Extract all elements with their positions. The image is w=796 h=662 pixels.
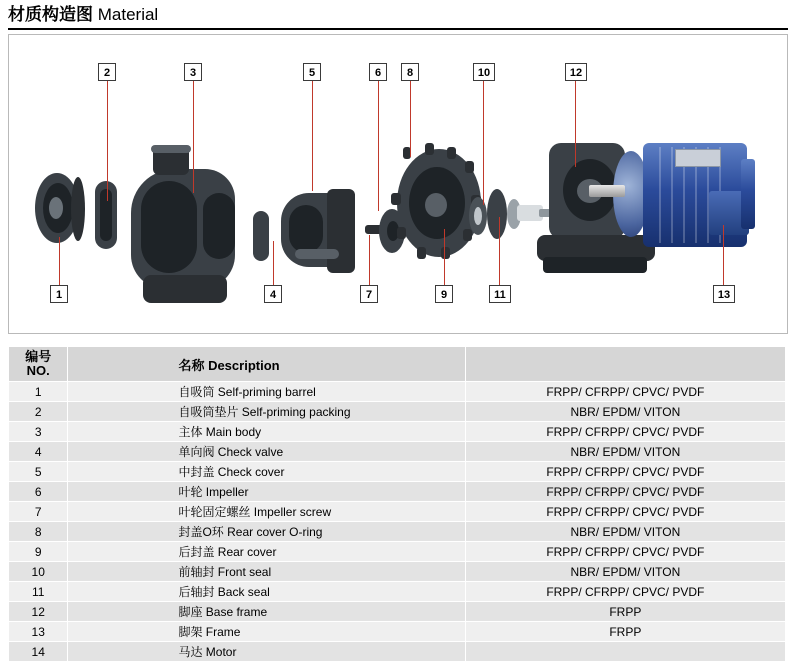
row-material: FRPP [465, 602, 785, 622]
row-no: 4 [9, 442, 68, 462]
leader-line-12 [575, 81, 576, 167]
row-desc: 后封盖 Rear cover [68, 542, 465, 562]
page-header [8, 4, 788, 32]
row-desc: 前轴封 Front seal [68, 562, 465, 582]
table-row [9, 442, 786, 462]
callout-6[interactable]: 6 [369, 63, 387, 81]
callout-4[interactable]: 4 [264, 285, 282, 303]
row-desc: 脚座 Base frame [68, 602, 465, 622]
row-no: 8 [9, 522, 68, 542]
header-description: 名称 Description [68, 347, 465, 382]
header-divider [8, 28, 788, 30]
header-material [465, 347, 785, 382]
leader-line-1 [59, 237, 60, 285]
table-row [9, 542, 786, 562]
leader-line-3 [193, 81, 194, 193]
table-row [9, 422, 786, 442]
row-material: NBR/ EPDM/ VITON [465, 402, 785, 422]
row-material: FRPP/ CFRPP/ CPVC/ PVDF [465, 502, 785, 522]
row-no: 5 [9, 462, 68, 482]
row-no: 10 [9, 562, 68, 582]
row-material: FRPP/ CFRPP/ CPVC/ PVDF [465, 482, 785, 502]
table-row [9, 382, 786, 402]
table-row [9, 582, 786, 602]
callout-10[interactable]: 10 [473, 63, 495, 81]
row-material: NBR/ EPDM/ VITON [465, 562, 785, 582]
page-title-cn: 材质构造图 [8, 5, 98, 24]
leader-line-8 [410, 81, 411, 157]
table-row [9, 642, 786, 662]
part-motor [613, 139, 763, 259]
table-row [9, 462, 786, 482]
row-desc: 自吸筒 Self-priming barrel [68, 382, 465, 402]
part-rear-cover-o-ring [469, 197, 489, 237]
callout-2[interactable]: 2 [98, 63, 116, 81]
row-desc: 封盖O环 Rear cover O-ring [68, 522, 465, 542]
part-self-priming-barrel [35, 173, 87, 245]
row-no: 11 [9, 582, 68, 602]
row-material: NBR/ EPDM/ VITON [465, 522, 785, 542]
callout-11[interactable]: 11 [489, 285, 511, 303]
part-check-cover [281, 187, 359, 279]
callout-12[interactable]: 12 [565, 63, 587, 81]
row-material: FRPP/ CFRPP/ CPVC/ PVDF [465, 542, 785, 562]
table-row [9, 522, 786, 542]
row-no: 14 [9, 642, 68, 662]
row-desc: 脚架 Frame [68, 622, 465, 642]
header-no [9, 347, 68, 382]
row-desc: 自吸筒垫片 Self-priming packing [68, 402, 465, 422]
row-desc: 后轴封 Back seal [68, 582, 465, 602]
callout-5[interactable]: 5 [303, 63, 321, 81]
row-desc: 中封盖 Check cover [68, 462, 465, 482]
leader-line-6 [378, 81, 379, 211]
leader-line-5 [312, 81, 313, 191]
row-material: FRPP [465, 622, 785, 642]
callout-1[interactable]: 1 [50, 285, 68, 303]
table-header-row [9, 347, 786, 382]
callout-9[interactable]: 9 [435, 285, 453, 303]
row-desc: 马达 Motor [68, 642, 465, 662]
table-row [9, 622, 786, 642]
leader-line-13 [723, 225, 724, 285]
callout-13[interactable]: 13 [713, 285, 735, 303]
header-no-cn: 编号 [25, 349, 52, 364]
row-material [465, 642, 785, 662]
part-main-body [125, 147, 243, 307]
table-row [9, 562, 786, 582]
row-no: 9 [9, 542, 68, 562]
row-material: FRPP/ CFRPP/ CPVC/ PVDF [465, 382, 785, 402]
row-no: 2 [9, 402, 68, 422]
row-material: FRPP/ CFRPP/ CPVC/ PVDF [465, 422, 785, 442]
exploded-view-diagram [8, 34, 788, 334]
callout-7[interactable]: 7 [360, 285, 378, 303]
page-title [8, 4, 788, 26]
row-material: NBR/ EPDM/ VITON [465, 442, 785, 462]
row-no: 12 [9, 602, 68, 622]
table-row [9, 402, 786, 422]
table-row [9, 482, 786, 502]
parts-table-wrapper [8, 346, 786, 662]
row-no: 1 [9, 382, 68, 402]
row-material: FRPP/ CFRPP/ CPVC/ PVDF [465, 462, 785, 482]
row-desc: 叶轮 Impeller [68, 482, 465, 502]
row-desc: 主体 Main body [68, 422, 465, 442]
parts-table-body [9, 382, 786, 662]
leader-line-10 [483, 81, 484, 205]
table-row [9, 602, 786, 622]
table-row [9, 502, 786, 522]
part-check-valve [253, 211, 271, 265]
parts-table [8, 346, 786, 662]
leader-line-7 [369, 235, 370, 285]
row-material: FRPP/ CFRPP/ CPVC/ PVDF [465, 582, 785, 602]
row-no: 3 [9, 422, 68, 442]
leader-line-4 [273, 241, 274, 285]
leader-line-11 [499, 217, 500, 285]
leader-line-2 [107, 81, 108, 201]
leader-line-9 [444, 229, 445, 285]
motor-nameplate [675, 149, 721, 167]
row-desc: 叶轮固定螺丝 Impeller screw [68, 502, 465, 522]
row-no: 6 [9, 482, 68, 502]
callout-3[interactable]: 3 [184, 63, 202, 81]
row-no: 7 [9, 502, 68, 522]
motor-shaft [589, 185, 625, 197]
header-no-en: NO. [26, 363, 50, 378]
page-title-en: Material [97, 5, 159, 24]
row-desc: 单向阀 Check valve [68, 442, 465, 462]
row-no: 13 [9, 622, 68, 642]
callout-8[interactable]: 8 [401, 63, 419, 81]
